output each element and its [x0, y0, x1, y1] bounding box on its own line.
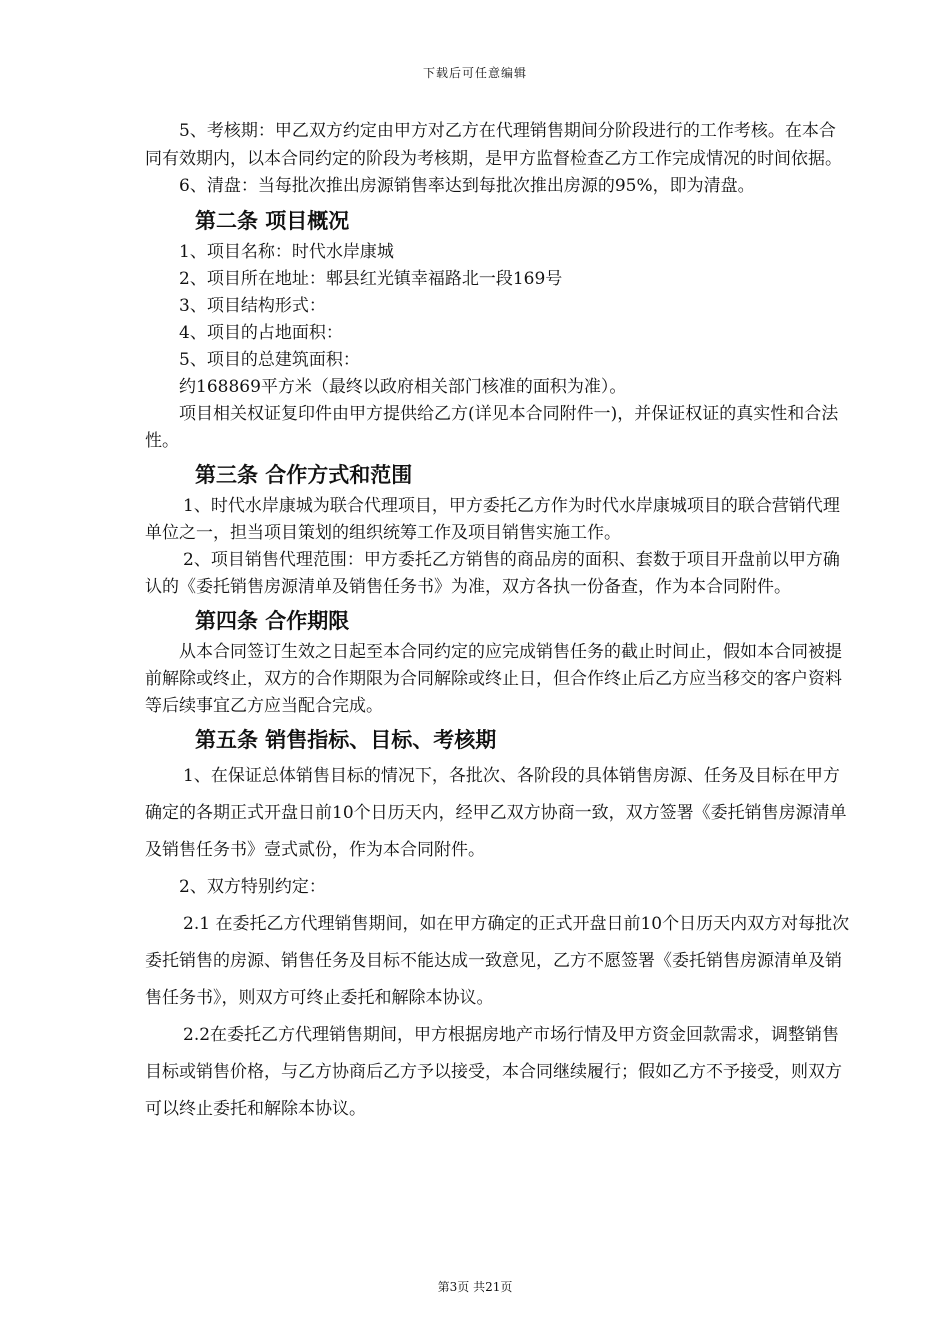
list-item: 1、在保证总体销售目标的情况下，各批次、各阶段的具体销售房源、任务及目标在甲方确定的各期正式开盘日前10个日历天内，经甲乙双方协商一致，双方签署《委托销售房源清单及销售任务书》壹式贰份，作为本合同附件。	[145, 765, 847, 860]
document-body	[145, 118, 850, 1128]
paragraph-clearance: 6、清盘：当每批次推出房源销售率达到每批次推出房源的95%，即为清盘。	[179, 176, 755, 196]
page-header: 下载后可任意编辑	[422, 66, 527, 80]
list-item: 从本合同签订生效之日起至本合同约定的应完成销售任务的截止时间止，假如本合同被提前解除或终止，双方的合作期限为合同解除或终止日，但合作终止后乙方应当移交的客户资料等后续事宜乙方应当配合完成。	[145, 641, 842, 716]
paragraph-assessment-period: 5、考核期：甲乙双方约定由甲方对乙方在代理销售期间分阶段进行的工作考核。在本合同有效期内，以本合同约定的阶段为考核期，是甲方监督检查乙方工作完成情况的时间依据。	[145, 121, 842, 169]
list-item: 4、项目的占地面积：	[179, 322, 343, 343]
list-item: 2、项目所在地址：郫县红光镇幸福路北一段169号	[179, 268, 563, 289]
list-item: 2.1 在委托乙方代理销售期间，如在甲方确定的正式开盘日前10个日历天内双方对每批次委托销售的房源、销售任务及目标不能达成一致意见，乙方不愿签署《委托销售房源清单及销售任务书》，则双方可终止委托和解除本协议。	[145, 913, 850, 1008]
section-heading: 第三条 合作方式和范围	[195, 462, 413, 487]
list-item: 3、项目结构形式：	[179, 295, 326, 316]
list-item: 1、项目名称：时代水岸康城	[179, 241, 394, 262]
list-item: 项目相关权证复印件由甲方提供给乙方(详见本合同附件一)，并保证权证的真实性和合法性。	[145, 403, 839, 451]
list-item: 约168869平方米（最终以政府相关部门核准的面积为准）。	[179, 376, 627, 397]
list-item: 2、项目销售代理范围：甲方委托乙方销售的商品房的面积、套数于项目开盘前以甲方确认的《委托销售房源清单及销售任务书》为准，双方各执一份备查，作为本合同附件。	[145, 549, 840, 597]
list-item: 5、项目的总建筑面积：	[179, 349, 360, 370]
section-cooperation-scope	[145, 459, 850, 601]
section-heading: 第四条 合作期限	[195, 608, 350, 633]
list-item: 2、双方特别约定：	[179, 876, 326, 897]
section-sales-targets	[145, 724, 850, 1128]
list-item: 2.2在委托乙方代理销售期间，甲方根据房地产市场行情及甲方资金回款需求，调整销售目标或销售价格，与乙方协商后乙方予以接受，本合同继续履行；假如乙方不予接受，则双方可以终止委托和解除本协议。	[145, 1024, 842, 1119]
list-item: 1、时代水岸康城为联合代理项目，甲方委托乙方作为时代水岸康城项目的联合营销代理单位之一，担当项目策划的组织统筹工作及项目销售实施工作。	[145, 495, 840, 543]
section-cooperation-term	[145, 605, 850, 720]
section-project-overview	[145, 205, 850, 455]
page-footer: 第3页 共21页	[437, 1280, 513, 1294]
section-heading: 第二条 项目概况	[195, 208, 350, 233]
section-heading: 第五条 销售指标、目标、考核期	[195, 727, 497, 752]
